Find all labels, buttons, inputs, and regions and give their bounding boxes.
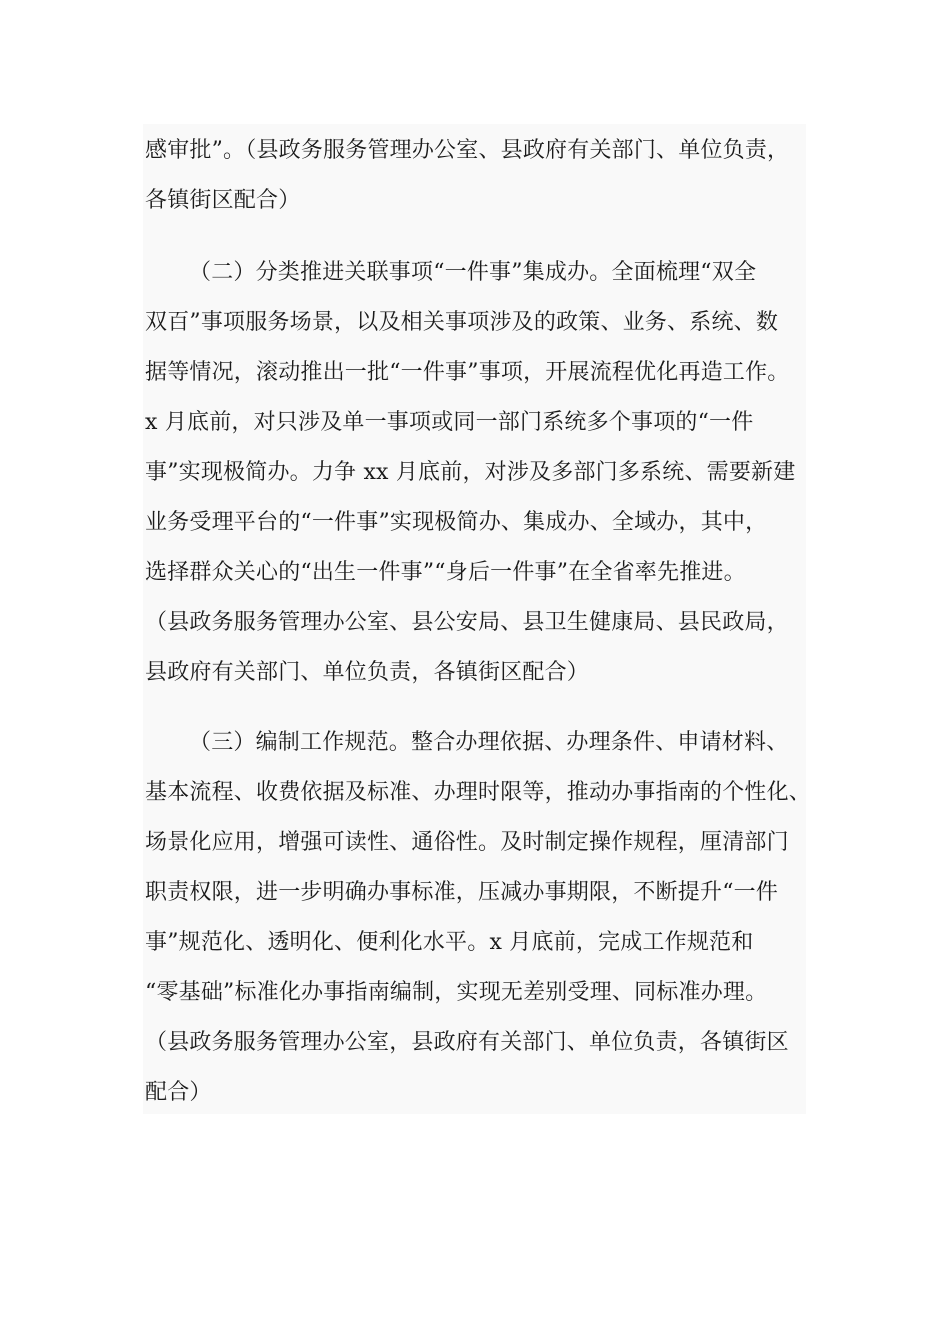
paragraph-2-line-8: （县政务服务管理办公室、县公安局、县卫生健康局、县民政局， bbox=[145, 610, 789, 635]
paragraph-3-line-8: 配合） bbox=[145, 1080, 212, 1105]
paragraph-3-line-1: （三）编制工作规范。整合办理依据、办理条件、申请材料、 bbox=[189, 730, 789, 755]
paragraph-1-line-1: 感审批”。（县政务服务管理办公室、县政府有关部门、单位负责， bbox=[145, 138, 790, 163]
paragraph-3-line-5: 事”规范化、透明化、便利化水平。x 月底前，完成工作规范和 bbox=[145, 930, 754, 955]
paragraph-2-line-4: x 月底前，对只涉及单一事项或同一部门系统多个事项的“一件 bbox=[145, 410, 754, 435]
paragraph-1-line-2: 各镇街区配合） bbox=[145, 188, 301, 213]
paragraph-2-line-9: 县政府有关部门、单位负责，各镇街区配合） bbox=[145, 660, 590, 685]
paragraph-3-line-3: 场景化应用，增强可读性、通俗性。及时制定操作规程，厘清部门 bbox=[145, 830, 789, 855]
document-text-block bbox=[143, 124, 812, 1114]
paragraph-2-line-3: 据等情况，滚动推出一批“一件事”事项，开展流程优化再造工作。 bbox=[145, 360, 790, 385]
paragraph-2-line-5: 事”实现极简办。力争 xx 月底前，对涉及多部门多系统、需要新建 bbox=[145, 460, 796, 485]
paragraph-3-line-7: （县政务服务管理办公室，县政府有关部门、单位负责，各镇街区 bbox=[145, 1030, 789, 1055]
paragraph-3-line-2: 基本流程、收费依据及标准、办理时限等，推动办事指南的个性化、 bbox=[145, 780, 812, 805]
paragraph-2-line-2: 双百”事项服务场景，以及相关事项涉及的政策、业务、系统、数 bbox=[145, 310, 779, 335]
paragraph-2-line-1: （二）分类推进关联事项“一件事”集成办。全面梳理“双全 bbox=[189, 260, 757, 285]
paragraph-3-line-6: “零基础”标准化办事指南编制，实现无差别受理、同标准办理。 bbox=[145, 980, 768, 1005]
paragraph-3-line-4: 职责权限，进一步明确办事标准，压减办事期限，不断提升“一件 bbox=[145, 880, 779, 905]
paragraph-2-line-6: 业务受理平台的“一件事”实现极简办、集成办、全域办，其中， bbox=[145, 510, 768, 535]
paragraph-2-line-7: 选择群众关心的“出生一件事”“身后一件事”在全省率先推进。 bbox=[145, 560, 746, 585]
